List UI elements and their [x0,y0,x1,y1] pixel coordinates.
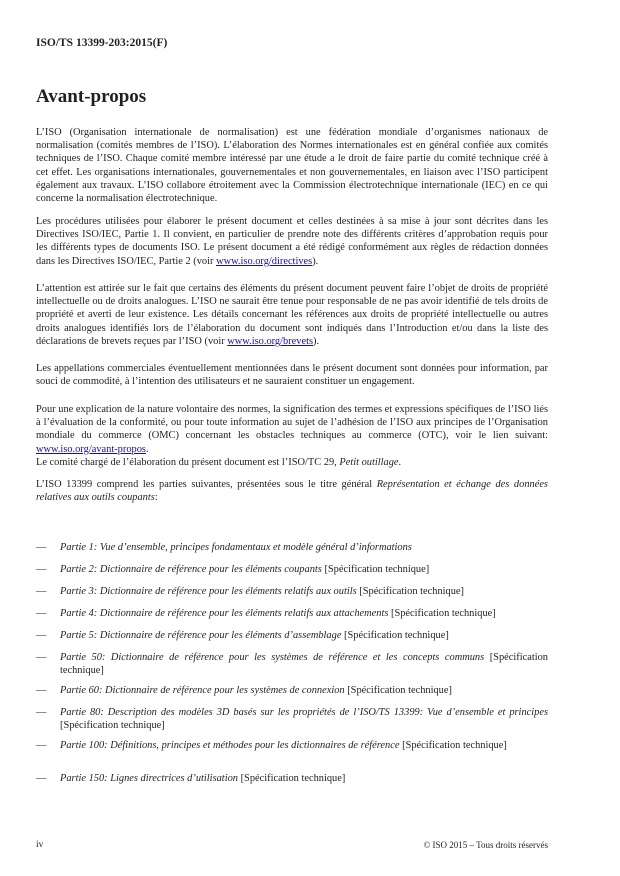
list-dash: — [36,685,47,696]
part-title: Partie 60: Dictionnaire de référence pour les systèmes de connexion [60,685,345,696]
paragraph-procedures [36,215,548,268]
list-item [36,607,548,620]
part-type: [Spécification technique] [60,652,548,677]
text: Le comité chargé de l’élaboration du présent document est l’ISO/TC 29, [36,457,340,468]
part-title: Partie 2: Dictionnaire de référence pour les éléments coupants [60,564,322,575]
paragraph-iso-intro: L’ISO (Organisation internationale de normalisation) est une fédération mondiale d’organismes nationaux de normalisation (comités membres de l’ISO). L’élaboration des Normes internationales est en général confiée aux comités techniques de l’ISO. Chaque comité membre intéressé par une étude a le droit de faire partie du comité technique créé à cet effet. Les organisations internationales, gouvernementales et non gouvernementales, en liaison avec l’ISO participent également aux travaux. L’ISO collabore étroitement avec la Commission électrotechnique internationale (IEC) en ce qui concerne la normalisation électrotechnique. [36,127,548,205]
copyright: © ISO 2015 – Tous droits réservés [423,840,548,850]
avant-propos-link[interactable]: www.iso.org/avant-propos [36,443,146,455]
part-title: Partie 80: Description des modèles 3D basés sur les propriétés de l’ISO/TS 13399: Vue d’ensemble et principes [60,707,548,718]
document-id: ISO/TS 13399-203:2015(F) [36,37,168,49]
text: . [145,443,149,455]
list-dash: — [36,542,47,553]
part-title: Partie 100: Définitions, principes et méthodes pour les dictionnaires de référence [60,740,400,751]
committee-name: Petit outillage [339,457,399,468]
text: ). [313,335,320,347]
part-type: [Spécification technique] [324,564,430,575]
text: . [398,457,402,468]
list-dash: — [36,740,47,751]
part-title: Partie 4: Dictionnaire de référence pour les éléments relatifs aux attachements [60,608,389,619]
part-title: Partie 3: Dictionnaire de référence pour les éléments relatifs aux outils [60,586,357,597]
list-item [36,585,548,598]
paragraph-patents [36,282,548,348]
list-dash: — [36,630,47,641]
part-title: Partie 50: Dictionnaire de référence pour les systèmes de référence et les concepts communs [60,652,485,663]
list-dash: — [36,707,47,718]
paragraph-voluntary-nature [36,403,548,456]
general-title: Représentation et échange des données relatives aux outils coupants [36,479,548,504]
page-title: Avant-propos [36,86,147,107]
list-dash: — [36,586,47,597]
list-dash: — [36,608,47,619]
part-title: Partie 5: Dictionnaire de référence pour les éléments d’assemblage [60,630,342,641]
text: ). [312,255,319,267]
list-dash: — [36,564,47,575]
part-title: Partie 150: Lignes directrices d’utilisation [60,773,238,784]
part-type: [Spécification technique] [390,608,496,619]
text: L’attention est attirée sur le fait que certains des éléments du présent document peuvent faire l’objet de droits de propriété intellectuelle ou de droits analogues. L’ISO ne saurait être tenue pour responsable de ne pas avoir identifié de tels droits de propriété et averti de leur existence. Les détails concernant les références aux droits de propriété intellectuelle ou autres droits analogues identifiés lors de l’élaboration du document sont indiqués dans l’Introduction et/ou dans la liste des déclarations de brevets reçues par l’ISO (voir [36,283,548,347]
part-type: [Spécification technique] [344,630,449,641]
text: Les procédures utilisées pour élaborer le présent document et celles destinées à sa mise à jour sont décrites dans les Directives ISO/IEC, Partie 1. Il convient, en particulier de prendre note des différents critères d’approbation requis pour les différents types de documents ISO. Le présent document a été rédigé conformément aux règles de rédaction données dans les Directives ISO/IEC, Partie 2 (voir [36,216,548,267]
part-type: [Spécification technique] [359,586,464,597]
list-dash: — [36,773,47,784]
page-number: iv [36,840,44,850]
directives-link[interactable]: www.iso.org/directives [216,255,313,267]
list-dash: — [36,652,47,663]
part-type: [Spécification technique] [240,773,346,784]
text: Pour une explication de la nature volontaire des normes, la signification des termes et expressions spécifiques de l’ISO liés à l’évaluation de la conformité, ou pour toute information au sujet de l’adhésion de l’ISO aux principes de l’Organisation mondiale du commerce (OMC) concernant les obstacles techniques au commerce (OTC), voir le lien suivant: [36,404,548,442]
paragraph-parts-intro [36,478,548,504]
part-title: Partie 1: Vue d’ensemble, principes fondamentaux et modèle général d’informations [60,542,412,553]
list-item [36,563,548,576]
list-item [36,772,548,785]
list-item [36,684,548,697]
list-item [36,541,548,554]
list-item [36,739,548,752]
list-item [36,651,548,677]
list-item [36,629,548,642]
brevets-link[interactable]: www.iso.org/brevets [227,335,314,347]
list-item [36,706,548,732]
part-type: [Spécification technique] [347,685,452,696]
part-type: [Spécification technique] [60,720,165,732]
paragraph-trade-names: Les appellations commerciales éventuellement mentionnées dans le présent document sont données pour information, par souci de commodité, à l’intention des utilisateurs et ne sauraient constituer un engagement. [36,363,548,388]
text: : [154,492,158,504]
paragraph-committee [36,456,548,469]
part-type: [Spécification technique] [402,740,507,751]
text: L’ISO 13399 comprend les parties suivantes, présentées sous le titre général [36,479,377,490]
